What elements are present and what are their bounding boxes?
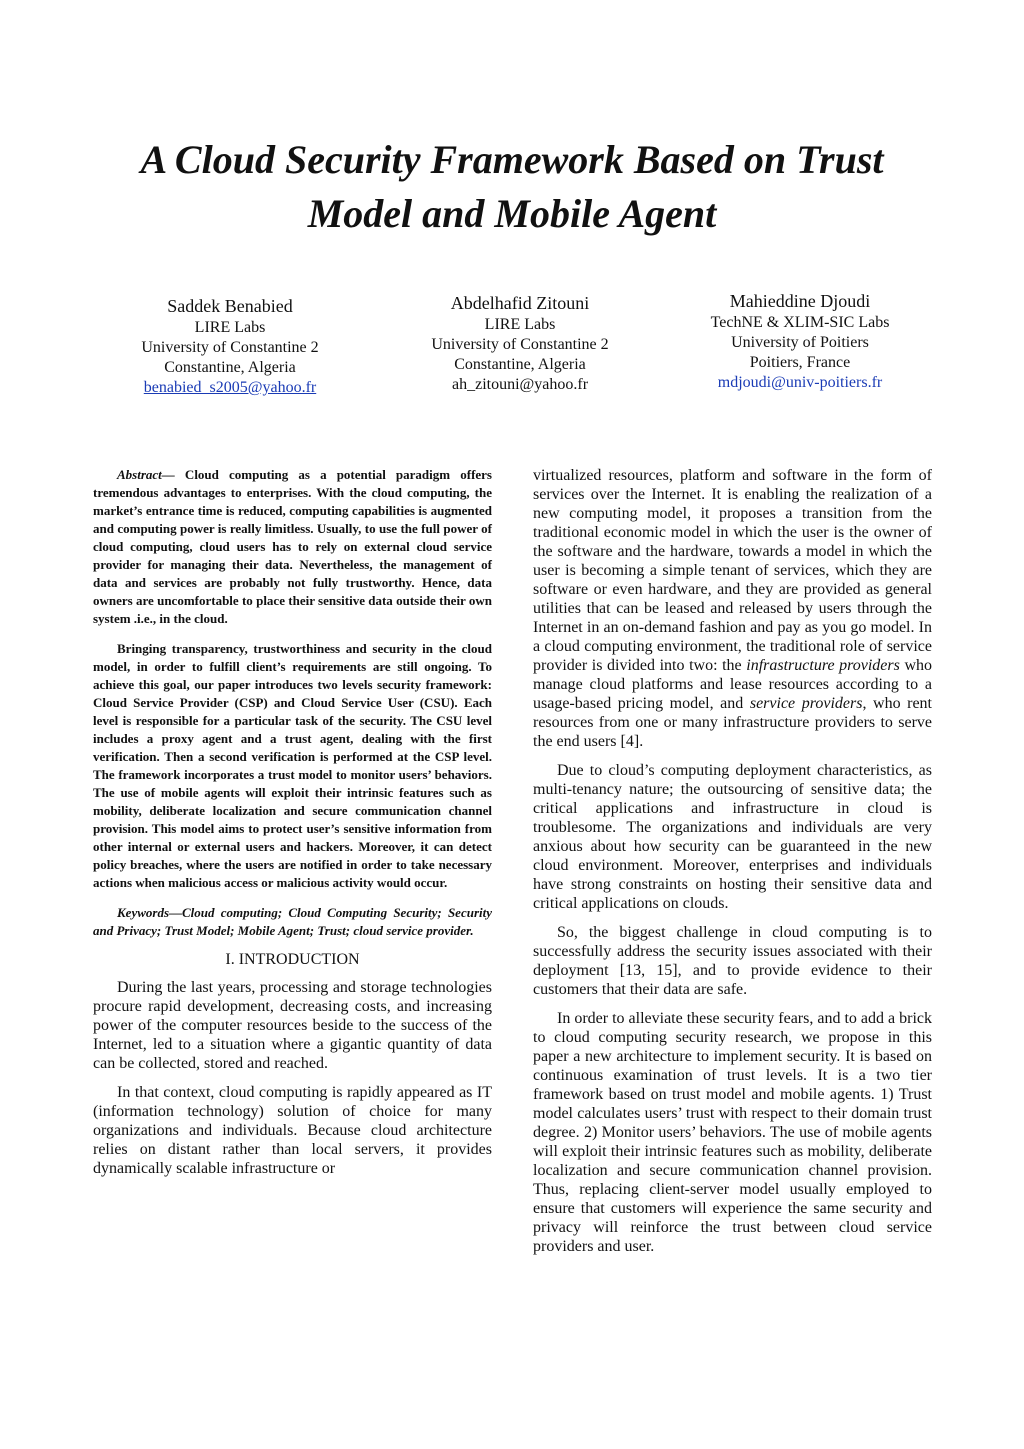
author-university: University of Constantine 2 — [431, 336, 609, 353]
abstract-paragraph-1 — [93, 466, 492, 628]
author-lab: LIRE Labs — [194, 319, 266, 336]
author-location: Constantine, Algeria — [454, 356, 586, 373]
author-university: University of Poitiers — [731, 334, 869, 351]
paper-title-line-1: A Cloud Security Framework Based on Trust — [140, 137, 884, 182]
author-name: Saddek Benabied — [167, 296, 293, 316]
text-run: , who rent resources from one or many infrastructure providers to serve the end users [4]. — [533, 695, 932, 750]
author-block-1 — [110, 294, 350, 398]
intro-paragraph-1: During the last years, processing and storage technologies procure rapid development, decreasing costs, and increasing power of the computer resources beside to the success of the Internet, led to a situation where a gigantic quantity of data can be collected, stored and reached. — [93, 979, 492, 1072]
paper-title-line-2: Model and Mobile Agent — [307, 191, 717, 236]
text-run: virtualized resources, platform and software in the form of services over the Internet. It is enabling the realization of a new computing model, it proposes a transition from the traditional economic model in which the user is the owner of the software and the hardware, towards a model in which the user is becoming a simple tenant of services, which they are software or even hardware, and they are provided as general utilities that can be leased and released by users through the Internet in an on-demand fashion and pay as you go model. In a cloud computing environment, the traditional role of service provider is divided into two: the — [533, 467, 932, 674]
author-location: Poitiers, France — [749, 354, 851, 371]
author-lab: TechNE & XLIM-SIC Labs — [710, 314, 890, 331]
intro-paragraph-3 — [533, 466, 932, 751]
abstract-paragraph-2: Bringing transparency, trustworthiness and security in the cloud model, in order to fulfill client’s requirements are still ongoing. To achieve this goal, our paper introduces two levels security framework: Cloud Service Provider (CSP) and Cloud Service User (CSU). Each level is responsible for a particular task of the security. The CSU level includes a proxy agent and a trust agent, dealing with the first verification. Then a second verification is performed at the CSP level. The framework incorporates a trust model to monitor users’ behaviors. The use of mobile agents will exploit their intrinsic features such as mobility, deliberate localization and secure communication channel provision. This model aims to protect user’s sensitive information from other internal or external users and hackers. Moreover, it can detect policy breaches, where the users are notified in order to take necessary actions when malicious access or malicious activity would occur. — [93, 641, 492, 890]
intro-paragraph-6: In order to alleviate these security fears, and to add a brick to cloud computing security research, we propose in this paper a new architecture to implement security. It is based on continuous examination of trust levels. It is a two tier framework based on trust model and mobile agents. 1) Trust model calculates users’ trust with respect to their domain trust degree. 2) Monitor users’ behaviors. The use of mobile agents will exploit their intrinsic features such as mobility, deliberate localization and secure communication channel provision. Thus, replacing client-server model usually employed to ensure that customers will experience the same security and privacy will reinforce the trust between cloud service providers and user. — [533, 1010, 932, 1255]
emphasis-service-providers: service providers — [749, 695, 863, 712]
author-lab: LIRE Labs — [484, 316, 556, 333]
author-name: Mahieddine Djoudi — [729, 291, 871, 311]
intro-paragraph-5: So, the biggest challenge in cloud computing is to successfully address the security issues associated with their deployment [13, 15], and to provide evidence to their customers that their data are safe. — [533, 924, 932, 998]
author-email-link[interactable]: mdjoudi@univ-poitiers.fr — [717, 374, 883, 391]
keywords: Keywords—Cloud computing; Cloud Computing Security; Security and Privacy; Trust Model; Mobile Agent; Trust; cloud service provider. — [93, 905, 492, 938]
author-email: ah_zitouni@yahoo.fr — [451, 376, 589, 393]
author-block-3 — [680, 289, 920, 393]
intro-paragraph-2: In that context, cloud computing is rapidly appeared as IT (information technology) solution of choice for many organizations and individuals. Because cloud architecture relies on distant rather than local servers, it provides dynamically scalable infrastructure or — [93, 1084, 492, 1177]
section-heading-introduction: I. INTRODUCTION — [225, 951, 360, 968]
author-location: Constantine, Algeria — [164, 359, 296, 376]
left-column — [93, 466, 492, 1188]
right-column — [533, 466, 932, 1266]
author-email-link[interactable]: benabied_s2005@yahoo.fr — [143, 379, 317, 396]
author-name: Abdelhafid Zitouni — [450, 293, 590, 313]
abstract-text: Cloud computing as a potential paradigm offers tremendous advantages to enterprises. With the cloud computing, the market’s entrance time is reduced, computing capabilities is augmented and computing power is really limitless. Usually, to use the full power of cloud computing, cloud users has to rely on external cloud service provider for managing their data. Nevertheless, the management of data and services are probably not fully trustworthy. Hence, data owners are uncomfortable to place their sensitive data outside their own system .i.e., in the cloud. — [93, 467, 492, 626]
author-university: University of Constantine 2 — [141, 339, 319, 356]
text-run: who manage cloud platforms and lease resources according to a usage-based pricing model, and — [533, 657, 933, 712]
abstract-label: Abstract— — [117, 467, 175, 482]
intro-paragraph-4: Due to cloud’s computing deployment characteristics, as multi-tenancy nature; the outsourcing of sensitive data; the critical applications and infrastructure in cloud is troublesome. The organizations and individuals are very anxious about how security can be guaranteed in the new cloud environment. Moreover, enterprises and individuals have strong constraints on hosting their sensitive data and critical applications on clouds. — [533, 762, 932, 912]
author-block-2 — [400, 291, 640, 395]
emphasis-infrastructure-providers: infrastructure providers — [746, 657, 900, 674]
